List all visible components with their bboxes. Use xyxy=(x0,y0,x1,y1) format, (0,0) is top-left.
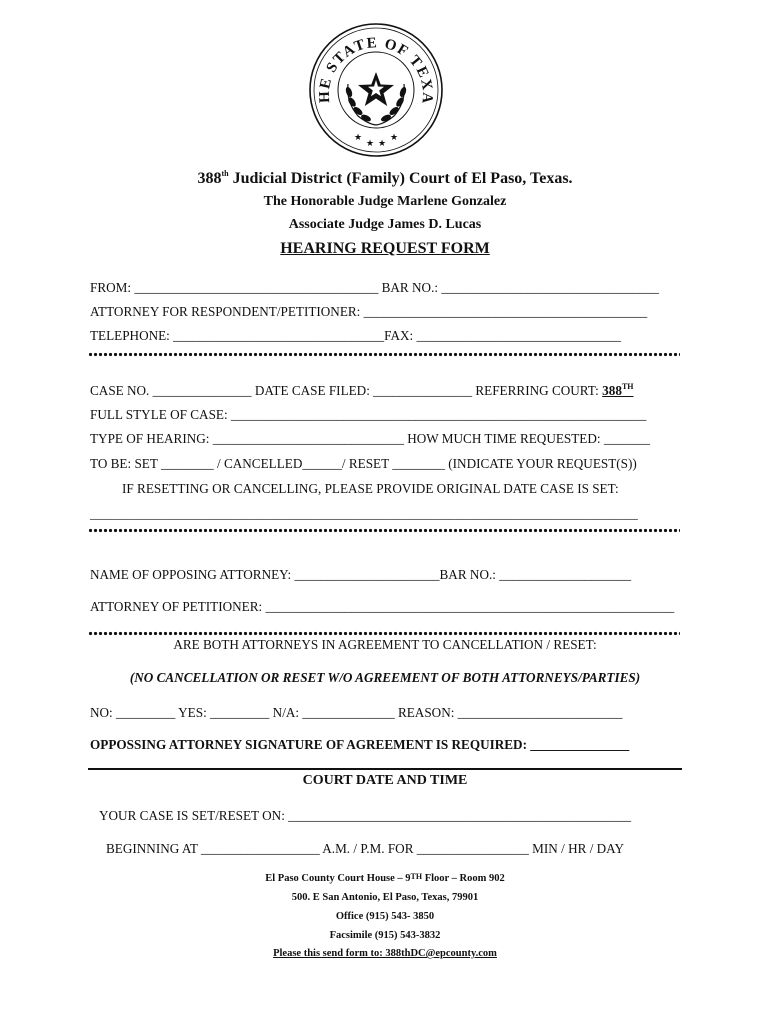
court-suffix: th xyxy=(221,169,229,178)
seal-text: HE STATE OF TEXA xyxy=(316,35,436,106)
office-phone: Office (915) 543- 3850 xyxy=(335,911,435,922)
svg-text:★: ★ xyxy=(389,133,399,143)
referring-court-value: 388TH xyxy=(602,382,634,398)
court-title xyxy=(0,170,770,188)
dotted-divider-1 xyxy=(88,352,680,357)
opposing-signature-field[interactable]: OPPOSSING ATTORNEY SIGNATURE OF AGREEMENT IS REQUIRED: _______________ xyxy=(90,737,630,752)
telephone-fax-field[interactable]: TELEPHONE: ________________________________FAX: _______________________________ xyxy=(90,328,621,343)
full-style-field[interactable]: FULL STYLE OF CASE: _______________________________________________________________ xyxy=(90,407,647,422)
courthouse-address: El Paso County Court House – 9TH Floor – Room 902 xyxy=(265,872,505,884)
original-date-line[interactable]: _______________________________________________________________________________________ xyxy=(90,507,638,521)
judge-name: The Honorable Judge Marlene Gonzalez xyxy=(263,194,507,209)
dotted-divider-3 xyxy=(88,631,680,636)
court-date-heading: COURT DATE AND TIME xyxy=(302,773,468,788)
attorney-for-field[interactable]: ATTORNEY FOR RESPONDENT/PETITIONER: ___________________________________________ xyxy=(90,304,648,319)
set-reset-date-field[interactable]: YOUR CASE IS SET/RESET ON: ____________________________________________________ xyxy=(99,808,632,823)
from-field[interactable]: FROM: _____________________________________ BAR NO.: _________________________________ xyxy=(90,280,659,295)
agreement-answers-field[interactable]: NO: _________ YES: _________ N/A: ______________ REASON: _________________________ xyxy=(90,705,623,720)
case-number-field[interactable]: CASE NO. _______________ DATE CASE FILED: _______________ REFERRING COURT: xyxy=(90,383,603,398)
street-address: 500. E San Antonio, El Paso, Texas, 79901 xyxy=(291,892,479,903)
svg-text:★: ★ xyxy=(365,139,375,149)
resetting-note: IF RESETTING OR CANCELLING, PLEASE PROVIDE ORIGINAL DATE CASE IS SET: xyxy=(122,481,619,496)
associate-judge-name: Associate Judge James D. Lucas xyxy=(288,217,482,232)
agreement-note: (NO CANCELLATION OR RESET W/O AGREEMENT OF BOTH ATTORNEYS/PARTIES) xyxy=(129,670,641,685)
court-name: Judicial District (Family) Court of El Paso, Texas. xyxy=(228,170,573,187)
agreement-question: ARE BOTH ATTORNEYS IN AGREEMENT TO CANCELLATION / RESET: xyxy=(173,637,597,652)
request-type-field[interactable]: TO BE: SET ________ / CANCELLED______/ RESET ________ (INDICATE YOUR REQUEST(S)) xyxy=(90,456,637,471)
dotted-divider-2 xyxy=(88,528,680,533)
svg-text:★: ★ xyxy=(353,133,363,143)
texas-state-seal xyxy=(308,22,444,158)
type-of-hearing-field[interactable]: TYPE OF HEARING: _____________________________ HOW MUCH TIME REQUESTED: _______ xyxy=(90,431,650,446)
attorney-of-petitioner-field[interactable]: ATTORNEY OF PETITIONER: ______________________________________________________________ xyxy=(90,599,675,614)
beginning-time-field[interactable]: BEGINNING AT __________________ A.M. / P.M. FOR _________________ MIN / HR / DAY xyxy=(106,841,625,856)
svg-text:★: ★ xyxy=(377,139,387,149)
opposing-attorney-field[interactable]: NAME OF OPPOSING ATTORNEY: ______________________BAR NO.: ____________________ xyxy=(90,567,632,582)
court-number: 388 xyxy=(197,170,222,187)
facsimile-number: Facsimile (915) 543-3832 xyxy=(329,930,441,941)
form-title: HEARING REQUEST FORM xyxy=(280,240,490,257)
section-rule xyxy=(88,768,682,770)
send-to-email-link[interactable]: Please this send form to: 388thDC@epcounty.com xyxy=(273,948,497,959)
case-number-row[interactable] xyxy=(90,383,634,399)
